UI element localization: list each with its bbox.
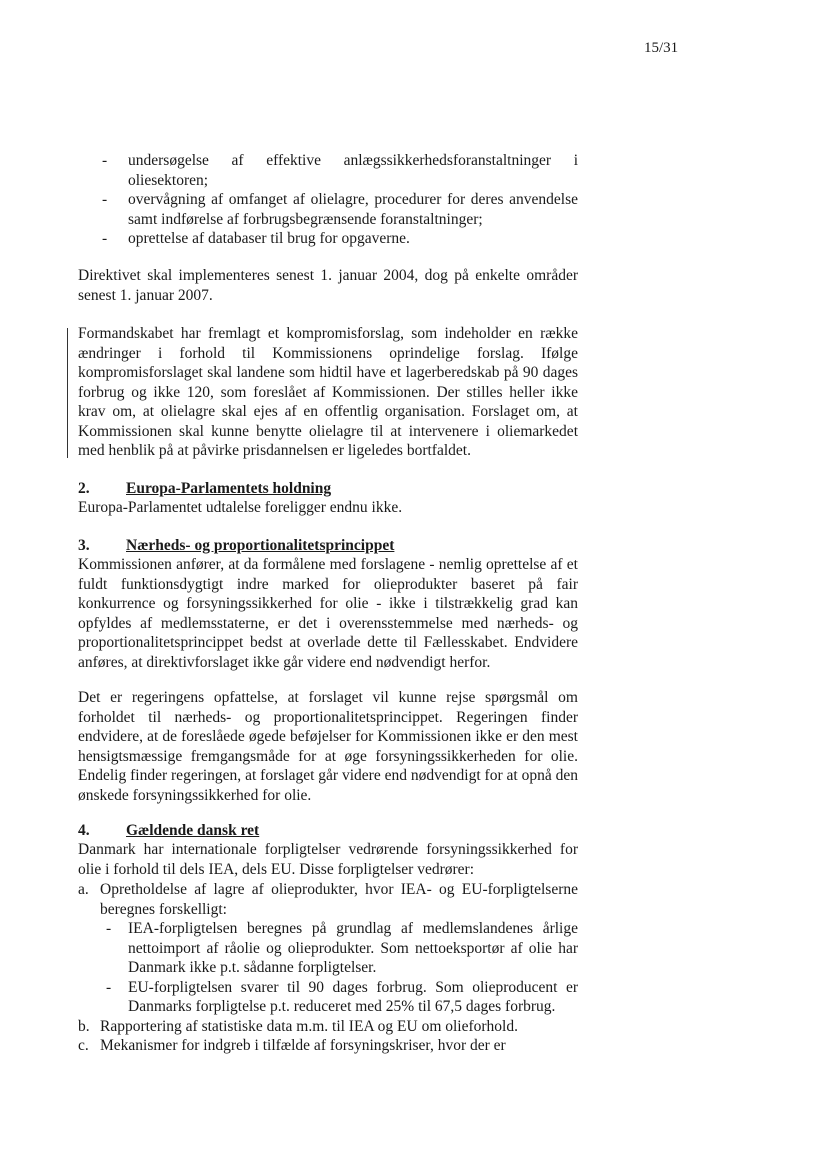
directive-paragraph: Direktivet skal implementeres senest 1. januar 2004, dog på enkelte områder senest 1. januar 2007. (78, 267, 578, 304)
item-text: Rapportering af statistiske data m.m. til IEA og EU om olieforhold. (100, 1017, 518, 1035)
list-item: - undersøgelse af effektive anlægssikkerhedsforanstaltninger i oliesektoren; (98, 151, 578, 190)
item-label: b. (78, 1017, 90, 1035)
list-item: - oprettelse af databaser til brug for opgaverne. (98, 229, 578, 249)
item-label: c. (78, 1037, 89, 1054)
section-3-paragraph-2: Det er regeringens opfattelse, at forslaget vil kunne rejse spørgsmål om forholdet til nærheds- og proportionalitetsprincippet. Regeringen finder endvidere, at de foreslåede øgede beføjelser for Kommissionen ikke er den mest hensigtsmæssige fremgangsmåde for at øge forsyningssikkerheden for olie. Endelig finder regeringen, at forslaget går videre end nødvendigt for at opnå den ønskede forsyningssikkerhed for olie. (78, 689, 578, 804)
section-4-heading (78, 822, 259, 840)
section-number: 3. (78, 537, 90, 554)
list-item-c (78, 1036, 578, 1056)
sub-list-item: - IEA-forpligtelsen beregnes på grundlag af medlemslandenes årlige nettoimport af råolie og olieprodukter. Som nettoeksportør af olie har Danmark ikke p.t. sådanne forpligtelser. (102, 919, 578, 978)
section-number: 2. (78, 480, 90, 497)
sub-list (102, 919, 578, 1017)
section-title: Nærheds- og proportionalitetsprincippet (126, 537, 395, 554)
item-text: Opretholdelse af lagre af olieprodukter, hvor IEA- og EU-forpligtelserne beregnes forskelligt: (100, 881, 578, 918)
section-2-text: Europa-Parlamentet udtalelse foreligger endnu ikke. (78, 499, 403, 516)
task-list (98, 151, 578, 249)
section-4-intro: Danmark har internationale forpligtelser vedrørende forsyningssikkerhed for olie i forhold til dels IEA, dels EU. Disse forpligtelser vedrører: (78, 841, 578, 878)
presidency-paragraph: Formandskabet har fremlagt et kompromisforslag, som indeholder en række ændringer i forhold til Kommissionens oprindelige forslag. Ifølge kompromisforslaget skal landene som hidtil have et lagerberedskab på 90 dages forbrug og ikke 120, som foreslået af Kommissionen. Der stilles heller ikke krav om, at olielagre skal ejes af en offentlig organisation. Forslaget om, at Kommissionen skal kunne benytte olielagre til at intervenere i oliemarkedet med henblik på at påvirke prisdannelsen er ligeledes bortfaldet. (78, 325, 578, 459)
section-3-paragraph-1: Kommissionen anfører, at da formålene med forslagene - nemlig oprettelse af et fuldt funktionsdygtigt indre marked for olieprodukter baseret på fair konkurrence og forsyningssikkerhed for olie - ikke i tilstrækkelig grad kan opfyldes af medlemsstaterne, er det i overensstemmelse med nærheds- og proportionalitetsprincippet bedst at overlade dette til Fællesskabet. Endvidere anføres, at direktivforslaget ikke går videre end nødvendigt herfor. (78, 556, 578, 671)
section-number: 4. (78, 822, 90, 839)
list-item: - overvågning af omfanget af olielagre, procedurer for deres anvendelse samt indførelse af forbrugsbegrænsende foranstaltninger; (98, 190, 578, 229)
page-number: 15/31 (644, 40, 679, 56)
item-label: a. (78, 881, 89, 898)
list-item-b (78, 1017, 578, 1037)
section-4-list (78, 880, 578, 1056)
list-item-a (78, 880, 578, 1017)
item-text: Mekanismer for indgreb i tilfælde af forsyningskriser, hvor der er (100, 1037, 506, 1054)
sub-list-item: - EU-forpligtelsen svarer til 90 dages forbrug. Som olieproducent er Danmarks forpligtelse p.t. reduceret med 25% til 67,5 dages forbrug. (102, 978, 578, 1017)
change-bar (67, 328, 68, 458)
section-title: Europa-Parlamentets holdning (126, 480, 332, 497)
section-title: Gældende dansk ret (126, 822, 260, 839)
section-2-heading (78, 480, 331, 498)
section-3-heading (78, 537, 394, 555)
